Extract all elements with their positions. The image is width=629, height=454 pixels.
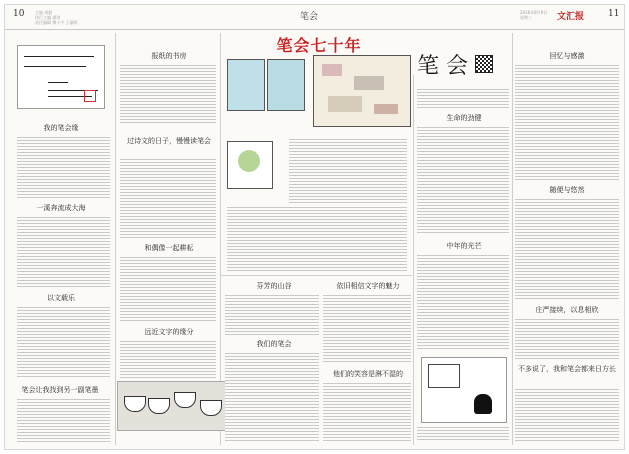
magazine-cover — [267, 59, 305, 111]
article-body — [17, 135, 110, 198]
article-title: 我们的笔会 — [256, 340, 292, 348]
article-body — [225, 293, 319, 335]
article-body — [17, 215, 110, 288]
article-body — [225, 351, 319, 441]
column-rule — [115, 33, 116, 445]
article-body — [120, 255, 216, 321]
article-title: 远近文字的缘分 — [144, 328, 194, 336]
article-title: 生命的劲健 — [446, 114, 482, 122]
article-title: 我的笔会缘 — [43, 124, 79, 132]
article-title: 芬芳的山谷 — [256, 282, 292, 290]
article-title: 和偶像一起耕耘 — [144, 244, 194, 252]
article-title: 随便与悠然 — [549, 186, 585, 194]
section-name: 笔会 — [300, 12, 319, 22]
article-body — [323, 381, 411, 441]
handwriting-image — [17, 45, 105, 109]
article-body — [323, 293, 411, 363]
magazine-cover — [227, 59, 265, 111]
meta-line: 星期二 — [520, 15, 532, 20]
article-body — [17, 305, 110, 377]
article-title: 一溪奔流成大海 — [36, 204, 86, 212]
article-body — [417, 87, 509, 109]
collage-patch — [322, 64, 342, 76]
article-body — [515, 197, 619, 301]
collage-patch — [374, 104, 398, 114]
article-body — [120, 339, 216, 379]
window-frame — [428, 364, 460, 388]
article-title: 报纸的书房 — [151, 52, 187, 60]
banner-title: 笔会七十年 — [276, 36, 362, 55]
article-body — [17, 397, 110, 443]
article-body — [289, 137, 407, 203]
meta-line: 执行主编 潘剑 — [35, 15, 61, 20]
meta-line: 责任编辑 傅小平 王瑜明 — [35, 20, 78, 25]
cat-silhouette — [474, 394, 492, 414]
collage-patch — [354, 76, 384, 90]
bowl-shape — [148, 398, 170, 414]
article-title: 过诗文的日子，慢慢读笔会 — [127, 137, 211, 145]
article-body — [417, 253, 509, 351]
article-title: 以文载乐 — [47, 294, 75, 302]
section-rule — [221, 275, 412, 276]
right-masthead-meta — [520, 10, 547, 20]
article-body — [120, 63, 216, 125]
column-rule — [512, 33, 513, 445]
left-page-number: 10 — [13, 9, 25, 19]
qr-code — [475, 55, 493, 73]
column-rule — [413, 75, 414, 445]
article-body — [515, 317, 619, 359]
article-title: 他们的笑容是淋不湿的 — [333, 370, 403, 378]
handwriting-stroke — [24, 66, 86, 67]
magazine-cover-small — [227, 141, 273, 189]
article-title: 不多说了，我和笔会都来日方长 — [518, 365, 616, 373]
right-page-number: 11 — [608, 9, 620, 19]
cat-drawing — [421, 357, 507, 423]
article-body — [417, 425, 509, 441]
leaf-graphic — [238, 150, 260, 172]
article-title: 中年的光芒 — [446, 242, 482, 250]
article-title: 回忆与感激 — [549, 52, 585, 60]
article-title: 庄严接续，以息相欣 — [535, 306, 599, 314]
bowl-shape — [124, 396, 146, 412]
masthead — [5, 5, 624, 30]
collage-patch — [328, 96, 362, 112]
article-title: 笔会让我找到另一副笔墨 — [21, 386, 99, 394]
newspaper-page — [4, 4, 625, 450]
cover-collage — [313, 55, 411, 127]
bowls-photo — [117, 381, 229, 431]
article-body — [227, 205, 407, 271]
article-body — [515, 387, 619, 441]
calligraphy-title: 笔 会 — [417, 54, 468, 79]
article-body — [120, 157, 216, 239]
meta-line: 2016年8月9日 — [520, 10, 548, 15]
handwriting-stroke — [24, 56, 94, 57]
article-body — [515, 63, 619, 181]
article-title: 依旧相信文字的魅力 — [336, 282, 400, 290]
bowl-shape — [200, 400, 222, 416]
bowl-shape — [174, 392, 196, 408]
newspaper-brand: 文汇报 — [557, 12, 585, 22]
handwriting-stroke — [48, 82, 68, 83]
meta-line: 主编 周毅 — [35, 10, 53, 15]
article-body — [417, 125, 509, 235]
seal-stamp — [84, 90, 96, 102]
left-masthead-meta — [35, 10, 78, 25]
